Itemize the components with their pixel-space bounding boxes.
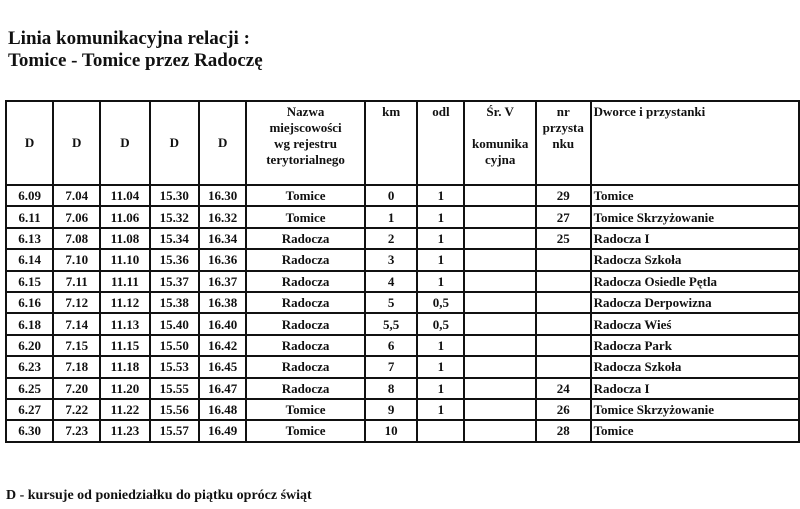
stop-number [536,313,591,334]
stop-number [536,335,591,356]
distance-value: 1 [417,356,464,377]
distance-value: 1 [417,249,464,270]
dep-time-3: 11.08 [100,228,149,249]
table-row [6,335,799,356]
header-d-5: D [199,101,246,185]
dep-time-2: 7.08 [53,228,100,249]
header-d-1: D [6,101,53,185]
distance-value: 1 [417,185,464,206]
header-sr-v: Śr. V komunika cyjna [464,101,536,185]
stop-name: Radocza Osiedle Pętla [591,271,799,292]
dep-time-5: 16.38 [199,292,246,313]
dep-time-1: 6.11 [6,206,53,227]
dep-time-3: 11.22 [100,399,149,420]
header-odl: odl [417,101,464,185]
dep-time-3: 11.12 [100,292,149,313]
dep-time-5: 16.45 [199,356,246,377]
dep-time-5: 16.49 [199,420,246,441]
dep-time-1: 6.09 [6,185,53,206]
stop-name: Radocza I [591,378,799,399]
dep-time-3: 11.11 [100,271,149,292]
stop-number [536,292,591,313]
stop-number [536,356,591,377]
stop-name: Radocza Park [591,335,799,356]
table-row [6,420,799,441]
avg-speed-value [464,399,536,420]
distance-value: 1 [417,335,464,356]
dep-time-1: 6.30 [6,420,53,441]
km-value: 0 [365,185,418,206]
table-row [6,313,799,334]
table-row [6,356,799,377]
dep-time-4: 15.38 [150,292,199,313]
dep-time-2: 7.12 [53,292,100,313]
dep-time-5: 16.36 [199,249,246,270]
avg-speed-value [464,420,536,441]
stop-name: Radocza Wieś [591,313,799,334]
locality: Radocza [246,378,364,399]
distance-value: 1 [417,228,464,249]
header-d-2: D [53,101,100,185]
table-row [6,378,799,399]
dep-time-1: 6.18 [6,313,53,334]
dep-time-4: 15.57 [150,420,199,441]
dep-time-5: 16.40 [199,313,246,334]
avg-speed-value [464,335,536,356]
header-d-3: D [100,101,149,185]
document-title [8,28,263,72]
locality: Radocza [246,335,364,356]
table-row [6,399,799,420]
dep-time-4: 15.53 [150,356,199,377]
stop-name: Radocza Szkoła [591,249,799,270]
avg-speed-value [464,292,536,313]
stop-number: 28 [536,420,591,441]
km-value: 2 [365,228,418,249]
stop-name: Radocza I [591,228,799,249]
dep-time-1: 6.13 [6,228,53,249]
locality: Radocza [246,271,364,292]
distance-value: 0,5 [417,313,464,334]
dep-time-3: 11.13 [100,313,149,334]
dep-time-4: 15.34 [150,228,199,249]
km-value: 4 [365,271,418,292]
dep-time-1: 6.27 [6,399,53,420]
dep-time-1: 6.25 [6,378,53,399]
table-row [6,249,799,270]
table-row [6,292,799,313]
title-line-1: Linia komunikacyjna relacji : [8,28,250,49]
dep-time-2: 7.15 [53,335,100,356]
dep-time-5: 16.37 [199,271,246,292]
header-nr: nr przysta nku [536,101,591,185]
dep-time-5: 16.32 [199,206,246,227]
dep-time-2: 7.22 [53,399,100,420]
locality: Radocza [246,292,364,313]
dep-time-3: 11.15 [100,335,149,356]
dep-time-1: 6.14 [6,249,53,270]
avg-speed-value [464,206,536,227]
locality: Radocza [246,228,364,249]
dep-time-5: 16.48 [199,399,246,420]
dep-time-3: 11.06 [100,206,149,227]
stop-name: Tomice Skrzyżowanie [591,206,799,227]
km-value: 5,5 [365,313,418,334]
avg-speed-value [464,356,536,377]
locality: Radocza [246,356,364,377]
dep-time-2: 7.06 [53,206,100,227]
locality: Tomice [246,399,364,420]
dep-time-4: 15.32 [150,206,199,227]
dep-time-2: 7.18 [53,356,100,377]
avg-speed-value [464,271,536,292]
dep-time-4: 15.50 [150,335,199,356]
distance-value: 1 [417,399,464,420]
stop-name: Radocza Derpowizna [591,292,799,313]
footnote: D - kursuje od poniedziałku do piątku oprócz świąt [6,488,312,503]
distance-value: 1 [417,271,464,292]
km-value: 3 [365,249,418,270]
stop-number: 29 [536,185,591,206]
dep-time-5: 16.30 [199,185,246,206]
dep-time-4: 15.55 [150,378,199,399]
distance-value: 1 [417,378,464,399]
km-value: 10 [365,420,418,441]
table-row [6,228,799,249]
table-row [6,271,799,292]
dep-time-3: 11.18 [100,356,149,377]
dep-time-4: 15.56 [150,399,199,420]
dep-time-3: 11.10 [100,249,149,270]
stop-name: Tomice Skrzyżowanie [591,399,799,420]
km-value: 6 [365,335,418,356]
dep-time-4: 15.30 [150,185,199,206]
avg-speed-value [464,185,536,206]
km-value: 8 [365,378,418,399]
dep-time-2: 7.14 [53,313,100,334]
dep-time-3: 11.20 [100,378,149,399]
dep-time-2: 7.20 [53,378,100,399]
locality: Tomice [246,420,364,441]
distance-value: 0,5 [417,292,464,313]
km-value: 9 [365,399,418,420]
dep-time-2: 7.10 [53,249,100,270]
avg-speed-value [464,249,536,270]
timetable [5,100,800,443]
stop-number: 24 [536,378,591,399]
km-value: 1 [365,206,418,227]
dep-time-2: 7.04 [53,185,100,206]
dep-time-1: 6.23 [6,356,53,377]
avg-speed-value [464,228,536,249]
dep-time-4: 15.37 [150,271,199,292]
stop-number [536,249,591,270]
dep-time-4: 15.40 [150,313,199,334]
locality: Radocza [246,313,364,334]
stop-number: 26 [536,399,591,420]
dep-time-4: 15.36 [150,249,199,270]
dep-time-2: 7.11 [53,271,100,292]
locality: Radocza [246,249,364,270]
dep-time-2: 7.23 [53,420,100,441]
avg-speed-value [464,378,536,399]
dep-time-5: 16.47 [199,378,246,399]
dep-time-1: 6.20 [6,335,53,356]
table-row [6,185,799,206]
stop-number: 27 [536,206,591,227]
dep-time-1: 6.15 [6,271,53,292]
stop-name: Tomice [591,185,799,206]
dep-time-5: 16.42 [199,335,246,356]
header-row [6,101,799,185]
distance-value [417,420,464,441]
locality: Tomice [246,206,364,227]
locality: Tomice [246,185,364,206]
avg-speed-value [464,313,536,334]
dep-time-3: 11.04 [100,185,149,206]
header-d-4: D [150,101,199,185]
stop-name: Tomice [591,420,799,441]
header-dworce: Dworce i przystanki [591,101,799,185]
stop-number: 25 [536,228,591,249]
title-line-2: Tomice - Tomice przez Radoczę [8,50,263,71]
header-nazwa: Nazwa miejscowości wg rejestru terytorialnego [246,101,364,185]
distance-value: 1 [417,206,464,227]
km-value: 7 [365,356,418,377]
stop-number [536,271,591,292]
km-value: 5 [365,292,418,313]
header-km: km [365,101,418,185]
dep-time-1: 6.16 [6,292,53,313]
dep-time-3: 11.23 [100,420,149,441]
dep-time-5: 16.34 [199,228,246,249]
stop-name: Radocza Szkoła [591,356,799,377]
table-row [6,206,799,227]
